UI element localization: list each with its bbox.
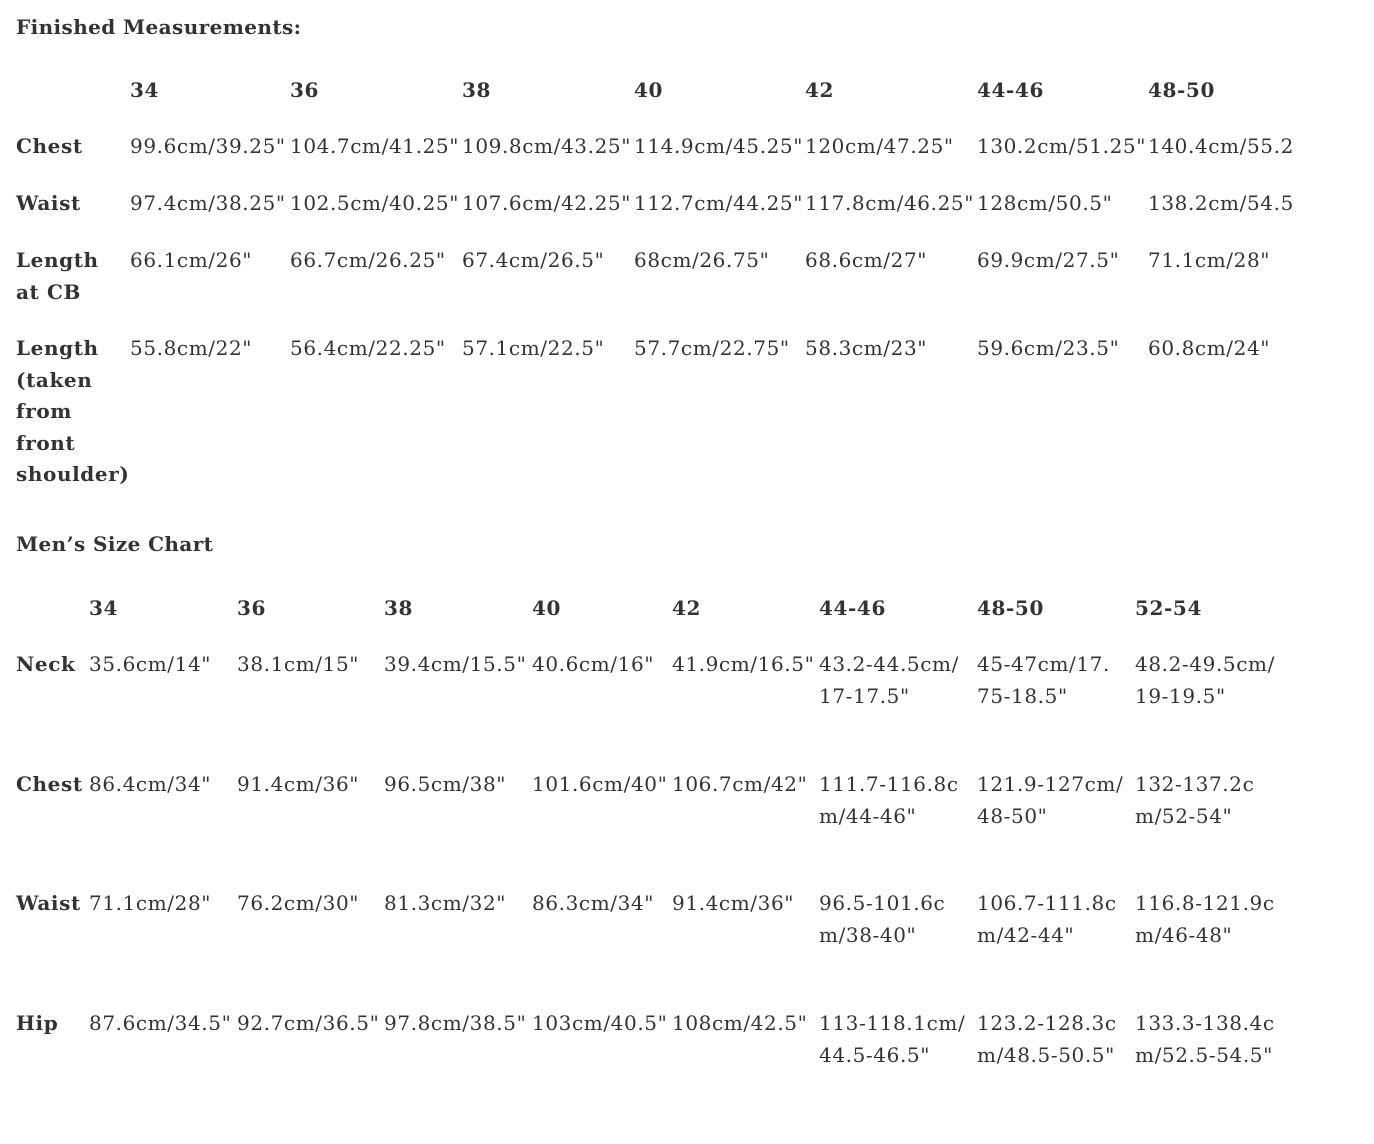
table-cell: 123.2-128.3cm/48.5-50.5" [977, 1011, 1117, 1067]
table-cell: 96.5-101.6cm/38-40" [819, 891, 946, 947]
column-header: 40 [532, 596, 562, 620]
table-cell: 97.8cm/38.5" [384, 1011, 527, 1035]
table-cell: 86.3cm/34" [532, 891, 655, 915]
table-cell: 81.3cm/32" [384, 891, 507, 915]
table-cell: 117.8cm/46.25" [805, 191, 975, 215]
finished-measurements-title: Finished Measurements: [16, 15, 302, 39]
table-cell: 109.8cm/43.25" [462, 134, 632, 158]
table-cell: 91.4cm/36" [672, 891, 795, 915]
table-cell: 96.5cm/38" [384, 772, 507, 796]
table-cell: 68cm/26.75" [634, 248, 770, 272]
row-label: Waist [16, 891, 81, 915]
table-cell: 45-47cm/17.75-18.5" [977, 652, 1110, 708]
column-header: 48-50 [977, 596, 1044, 620]
table-cell: 68.6cm/27" [805, 248, 928, 272]
table-cell: 86.4cm/34" [89, 772, 212, 796]
table-cell: 56.4cm/22.25" [290, 336, 446, 360]
table-cell: 76.2cm/30" [237, 891, 360, 915]
table-cell: 69.9cm/27.5" [977, 248, 1120, 272]
column-header: 42 [672, 596, 702, 620]
row-label: Length (taken from front shoulder) [16, 336, 130, 486]
row-label: Waist [16, 191, 81, 215]
row-label: Chest [16, 772, 83, 796]
table-cell: 132-137.2cm/52-54" [1135, 772, 1255, 828]
table-cell: 41.9cm/16.5" [672, 652, 815, 676]
row-label: Length at CB [16, 248, 99, 304]
table-cell: 97.4cm/38.25" [130, 191, 286, 215]
column-header: 34 [130, 78, 160, 102]
table-cell: 87.6cm/34.5" [89, 1011, 232, 1035]
column-header: 44-46 [819, 596, 886, 620]
table-cell: 107.6cm/42.25" [462, 191, 632, 215]
table-cell: 112.7cm/44.25" [634, 191, 804, 215]
column-header: 42 [805, 78, 835, 102]
table-cell: 111.7-116.8cm/44-46" [819, 772, 959, 828]
column-header: 40 [634, 78, 664, 102]
table-cell: 60.8cm/24" [1148, 336, 1271, 360]
table-cell: 121.9-127cm/48-50" [977, 772, 1124, 828]
table-cell: 71.1cm/28" [1148, 248, 1271, 272]
table-cell: 133.3-138.4cm/52.5-54.5" [1135, 1011, 1275, 1067]
column-header: 44-46 [977, 78, 1044, 102]
column-header: 36 [290, 78, 320, 102]
row-label: Hip [16, 1011, 59, 1035]
table-cell: 66.1cm/26" [130, 248, 253, 272]
table-cell: 101.6cm/40" [532, 772, 668, 796]
row-label: Chest [16, 134, 83, 158]
table-cell: 57.7cm/22.75" [634, 336, 790, 360]
table-cell: 106.7-111.8cm/42-44" [977, 891, 1117, 947]
column-header: 36 [237, 596, 267, 620]
table-cell: 102.5cm/40.25" [290, 191, 460, 215]
table-cell: 99.6cm/39.25" [130, 134, 286, 158]
mens-size-chart-title: Men’s Size Chart [16, 532, 214, 556]
table-cell: 58.3cm/23" [805, 336, 928, 360]
row-label: Neck [16, 652, 76, 676]
table-cell: 91.4cm/36" [237, 772, 360, 796]
table-cell: 113-118.1cm/44.5-46.5" [819, 1011, 966, 1067]
column-header: 38 [462, 78, 492, 102]
table-cell: 138.2cm/54.5 [1148, 191, 1294, 215]
table-cell: 114.9cm/45.25" [634, 134, 804, 158]
table-cell: 92.7cm/36.5" [237, 1011, 380, 1035]
table-cell: 108cm/42.5" [672, 1011, 808, 1035]
table-cell: 39.4cm/15.5" [384, 652, 527, 676]
column-header: 38 [384, 596, 414, 620]
table-cell: 120cm/47.25" [805, 134, 954, 158]
table-cell: 128cm/50.5" [977, 191, 1113, 215]
table-cell: 104.7cm/41.25" [290, 134, 460, 158]
table-cell: 57.1cm/22.5" [462, 336, 605, 360]
table-cell: 55.8cm/22" [130, 336, 253, 360]
column-header: 52-54 [1135, 596, 1202, 620]
table-cell: 106.7cm/42" [672, 772, 808, 796]
table-cell: 71.1cm/28" [89, 891, 212, 915]
column-header: 34 [89, 596, 119, 620]
table-cell: 140.4cm/55.2 [1148, 134, 1294, 158]
table-cell: 43.2-44.5cm/17-17.5" [819, 652, 959, 708]
table-cell: 66.7cm/26.25" [290, 248, 446, 272]
table-cell: 35.6cm/14" [89, 652, 212, 676]
table-cell: 40.6cm/16" [532, 652, 655, 676]
table-cell: 59.6cm/23.5" [977, 336, 1120, 360]
table-cell: 38.1cm/15" [237, 652, 360, 676]
column-header: 48-50 [1148, 78, 1215, 102]
table-cell: 116.8-121.9cm/46-48" [1135, 891, 1275, 947]
table-cell: 130.2cm/51.25" [977, 134, 1147, 158]
table-cell: 48.2-49.5cm/19-19.5" [1135, 652, 1275, 708]
table-cell: 67.4cm/26.5" [462, 248, 605, 272]
table-cell: 103cm/40.5" [532, 1011, 668, 1035]
